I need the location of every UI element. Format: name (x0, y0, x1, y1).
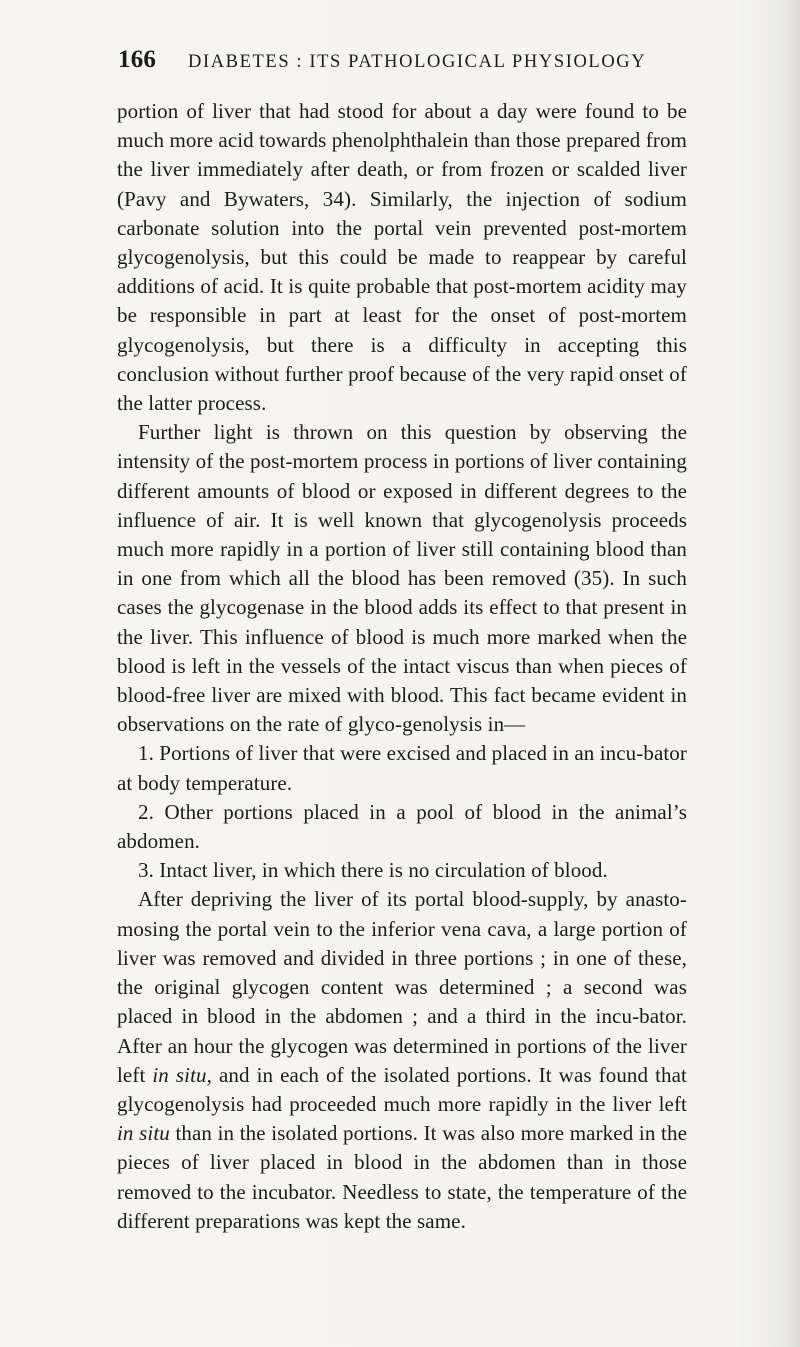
paragraph-portal-experiment (117, 885, 687, 1235)
italic-term: in situ, (152, 1062, 212, 1087)
list-item-3: 3. Intact liver, in which there is no circulation of blood. (138, 858, 608, 883)
page-number: 166 (118, 46, 157, 73)
paragraph-text-part: After depriving the liver of its portal blood-supply, by anasto-mosing the portal vein to the inferior vena cava, a large portion of liver was removed and divided in three portions ; in one of these, the original glycogen content was determined ; a second was placed in blood in the abdomen ; and a third in the incu-bator. After an hour the glycogen was determined in portions of the liver left (117, 887, 687, 1087)
list-item-2: 2. Other portions placed in a pool of blood in the animal’s abdomen. (117, 799, 687, 854)
running-head (118, 46, 718, 86)
page-edge-shadow (782, 0, 800, 1347)
paragraph-continued: portion of liver that had stood for about a day were found to be much more acid towards phenolphthalein than those prepared from the liver immediately after death, or from frozen or scalded liver (Pavy and Bywaters, 34). Similarly, the injection of sodium carbonate solution into the portal vein prevented post-mortem glycogenolysis, but this could be made to reappear by careful additions of acid. It is quite probable that post-mortem acidity may be responsible in part at least for the onset of post-mortem glycogenolysis, but there is a difficulty in accepting this conclusion without further proof because of the very rapid onset of the latter process. (117, 99, 687, 416)
list-item-1: 1. Portions of liver that were excised and placed in an incu-bator at body temperature. (117, 741, 687, 795)
running-title: DIABETES : ITS PATHOLOGICAL PHYSIOLOGY (188, 52, 647, 72)
paragraph-further-light: Further light is thrown on this question by observing the intensity of the post-mortem process in portions of liver containing different amounts of blood or exposed in different degrees to the influence of air. It is well known that glycogenolysis proceeds much more rapidly in a portion of liver still containing blood than in one from which all the blood has been removed (35). In such cases the glycogenase in the blood adds its effect to that present in the liver. This influence of blood is much more marked when the blood is left in the vessels of the intact viscus than when pieces of blood-free liver are mixed with blood. This fact became evident in observations on the rate of glyco-genolysis in— (117, 420, 687, 737)
body-text (117, 97, 687, 1236)
italic-term: in situ (117, 1121, 170, 1146)
paragraph-text-part: than in the isolated portions. It was also more marked in the pieces of liver placed in blood in the abdomen than in those removed to the incubator. Needless to state, the temperature of the different preparations was kept the same. (117, 1121, 687, 1233)
paragraph-text-part: and in each of the isolated portions. It was found that glycogenolysis had proceeded much more rapidly in the liver left (117, 1062, 687, 1116)
